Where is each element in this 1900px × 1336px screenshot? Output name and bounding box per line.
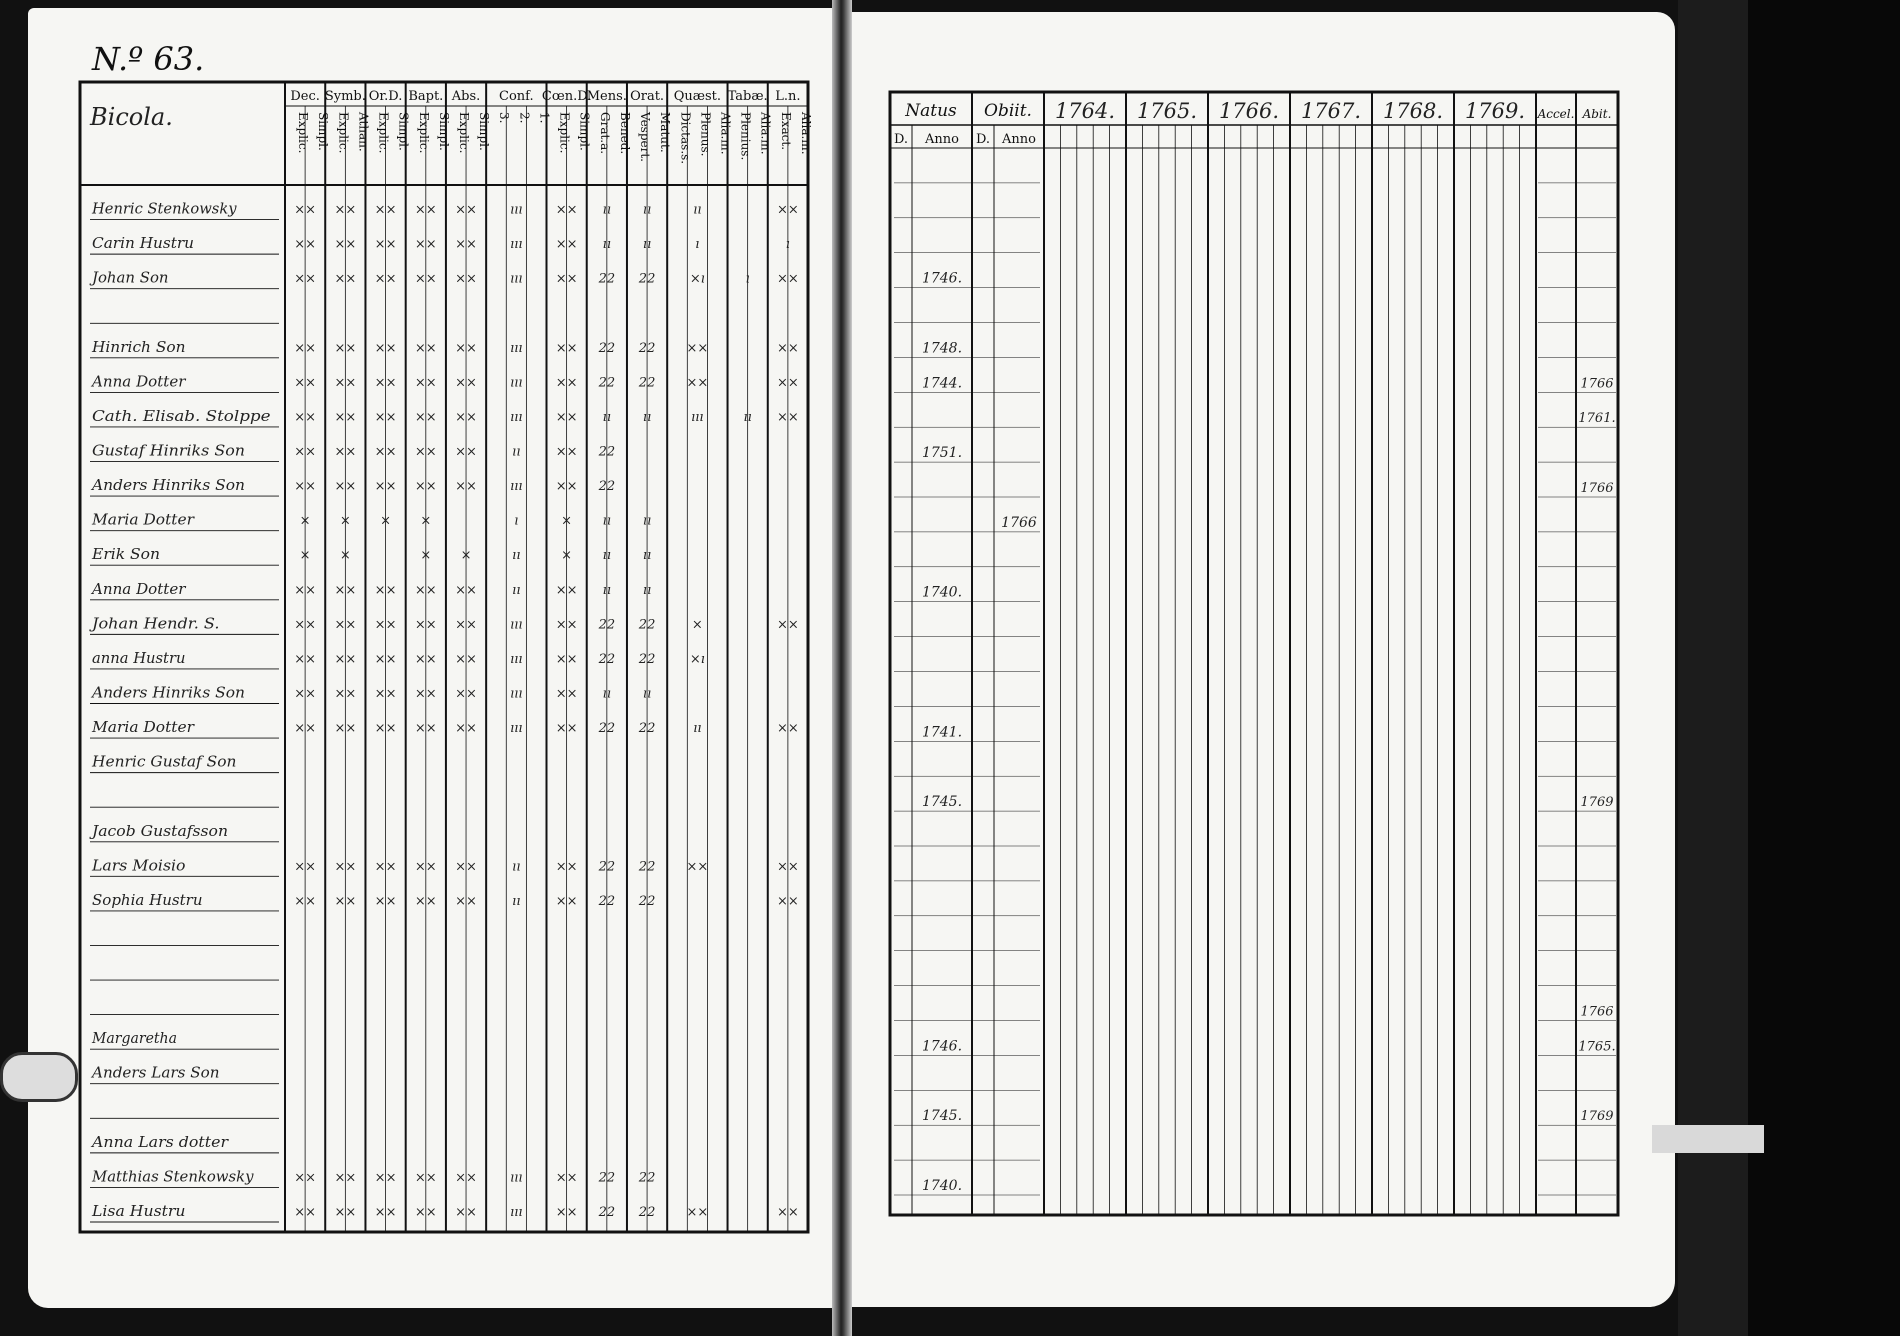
exam-mark: ×× xyxy=(294,271,317,287)
exam-mark: × xyxy=(561,548,573,564)
parishioner-name: Lisa Hustru xyxy=(90,1202,186,1220)
departure-year: 1766 xyxy=(1580,481,1614,496)
exam-mark: ×ı xyxy=(689,651,705,667)
parishioner-name: anna Hustru xyxy=(92,648,186,667)
exam-mark: ×× xyxy=(776,893,799,909)
exam-mark: ×× xyxy=(455,1170,477,1186)
exam-mark: ×× xyxy=(334,893,357,909)
exam-mark: ×× xyxy=(294,686,317,702)
exam-mark: ıı xyxy=(642,582,652,598)
exam-mark: × xyxy=(420,513,432,529)
parishioner-name: Hinrich Son xyxy=(90,337,186,356)
page-number: N.º 63. xyxy=(92,40,205,78)
right-table-frame xyxy=(890,92,1618,1215)
exam-mark: ×× xyxy=(294,1170,317,1186)
exam-mark: ×× xyxy=(374,1170,397,1186)
left-sub-header: Alia.m. xyxy=(718,112,733,155)
exam-mark: ×× xyxy=(555,271,578,287)
left-group-header: L.n. xyxy=(775,89,801,104)
parishioner-name: Anna Dotter xyxy=(89,372,187,391)
exam-mark: 22 xyxy=(638,859,656,875)
exam-mark: ×× xyxy=(455,859,477,875)
exam-mark: ıı xyxy=(602,409,612,425)
exam-mark: ×× xyxy=(414,479,437,495)
exam-mark: ×× xyxy=(455,651,477,667)
exam-mark: ×× xyxy=(455,444,477,460)
exam-mark: ×× xyxy=(776,617,799,633)
parishioner-name: Matthias Stenkowsky xyxy=(91,1167,255,1186)
exam-mark: ııı xyxy=(510,651,523,667)
exam-mark: ×× xyxy=(414,859,437,875)
left-group-header: Or.D. xyxy=(368,89,403,104)
departure-year: 1766 xyxy=(1580,376,1614,392)
exam-mark: ıı xyxy=(512,859,521,875)
exam-mark: ×× xyxy=(555,375,578,391)
birth-year: 1741. xyxy=(921,724,963,741)
parishioner-name: Henric Gustaf Son xyxy=(90,752,237,771)
exam-mark: ×× xyxy=(414,686,437,702)
exam-mark: ıı xyxy=(512,893,521,909)
exam-mark: 22 xyxy=(598,375,616,391)
exam-mark: ×× xyxy=(294,409,317,425)
year-header: 1768. xyxy=(1382,99,1444,123)
natus-header: Natus xyxy=(905,101,957,121)
exam-mark: 22 xyxy=(598,1170,616,1186)
exam-mark: × xyxy=(339,548,351,564)
obiit-day-header: D. xyxy=(975,132,991,147)
exam-mark: ×× xyxy=(294,202,317,218)
left-sub-header: Explic. xyxy=(416,112,431,154)
left-sub-header: 3. xyxy=(497,112,512,124)
birth-year: 1751. xyxy=(921,445,963,462)
left-group-header: Dec. xyxy=(290,89,320,104)
exam-mark: ×× xyxy=(374,859,397,875)
left-sub-header: Matut. xyxy=(658,112,673,153)
exam-mark: ×× xyxy=(455,409,477,425)
departure-year: 1761. xyxy=(1578,411,1616,427)
left-sub-header: Simpl. xyxy=(436,112,451,151)
birth-year: 1746. xyxy=(921,1038,963,1055)
exam-mark: ×× xyxy=(294,375,317,391)
exam-mark: ×× xyxy=(455,202,477,218)
exam-mark: 22 xyxy=(598,859,616,875)
exam-mark: ı xyxy=(514,513,519,529)
departure-year: 1766 xyxy=(1580,1004,1614,1020)
exam-mark: ×× xyxy=(555,582,578,598)
exam-mark: × xyxy=(420,548,432,564)
exam-mark: ×× xyxy=(294,651,317,667)
exam-mark: ×× xyxy=(374,202,397,218)
parishioner-name: Anders Hinriks Son xyxy=(89,476,246,495)
exam-mark: 22 xyxy=(638,1170,656,1186)
left-sub-header: Simpl. xyxy=(477,112,492,151)
natus-day-header: D. xyxy=(893,132,909,147)
exam-mark: ×× xyxy=(374,237,397,253)
exam-mark: ×× xyxy=(414,271,437,287)
exam-mark: ııı xyxy=(510,617,523,633)
parishioner-name: Jacob Gustafsson xyxy=(88,821,229,840)
left-sub-header: Dictas.s. xyxy=(678,112,693,165)
exam-mark: ııı xyxy=(510,340,523,356)
exam-mark: ×× xyxy=(686,859,709,875)
birth-year: 1744. xyxy=(921,375,963,392)
exam-mark: ı xyxy=(695,237,700,253)
birth-year: 1748. xyxy=(921,340,963,357)
year-header: 1769. xyxy=(1464,99,1526,123)
exam-mark: × xyxy=(299,548,311,564)
departure-year: 1765. xyxy=(1578,1039,1616,1055)
exam-mark: ×× xyxy=(686,1205,709,1220)
natus-year-header: Anno xyxy=(925,132,959,147)
left-group-header: Quæst. xyxy=(673,89,722,104)
exam-mark: × xyxy=(299,513,311,529)
exam-mark: ×× xyxy=(414,340,437,356)
birth-year: 1740. xyxy=(921,1178,963,1194)
parishioner-name: Maria Dotter xyxy=(90,510,195,529)
exam-mark: × xyxy=(561,513,573,529)
exam-mark: ııı xyxy=(510,479,523,495)
exam-mark: 22 xyxy=(598,617,616,633)
departure-year: 1769 xyxy=(1580,1109,1614,1125)
year-header: 1764. xyxy=(1054,99,1116,123)
exam-mark: ×× xyxy=(294,479,317,495)
exam-mark: ×× xyxy=(294,237,317,253)
exam-mark: ıı xyxy=(642,513,652,529)
exam-mark: ı xyxy=(745,271,750,287)
exam-mark: ×× xyxy=(294,893,317,909)
parishioner-name: Gustaf Hinriks Son xyxy=(92,441,245,460)
year-header: 1765. xyxy=(1136,99,1198,123)
exam-mark: ×× xyxy=(374,651,397,667)
left-sub-header: Explic. xyxy=(336,112,351,154)
parishioner-name: Margaretha xyxy=(91,1029,177,1048)
left-sub-header: Simpl. xyxy=(316,112,331,151)
year-header: 1766. xyxy=(1218,99,1280,123)
exam-mark: ııı xyxy=(510,409,523,425)
exam-mark: 22 xyxy=(638,375,656,391)
exam-mark: ×× xyxy=(455,893,477,909)
exam-mark: ×× xyxy=(414,237,437,253)
exam-mark: ×× xyxy=(374,444,397,460)
exam-mark: ×× xyxy=(374,340,397,356)
birth-year: 1745. xyxy=(921,794,963,811)
exam-mark: ×× xyxy=(414,617,437,633)
exam-mark: ıı xyxy=(512,582,521,598)
exam-mark: 22 xyxy=(638,271,656,287)
left-group-header: Cœn.D. xyxy=(541,89,592,104)
parishioner-name: Anders Hinriks Son xyxy=(89,683,246,702)
exam-mark: ×× xyxy=(414,375,437,391)
year-header: 1767. xyxy=(1300,99,1362,123)
left-sub-header: Bened. xyxy=(617,112,632,155)
exam-mark: ×× xyxy=(374,617,397,633)
exam-mark: 22 xyxy=(598,1205,616,1220)
obiit-header: Obiit. xyxy=(984,101,1032,121)
exam-mark: ×× xyxy=(294,617,317,633)
exam-mark: ıı xyxy=(693,721,702,737)
exam-mark: ıı xyxy=(743,409,752,425)
exam-mark: ×× xyxy=(414,721,437,737)
exam-mark: ×× xyxy=(294,1205,317,1220)
exam-mark: ×× xyxy=(334,721,357,737)
exam-mark: ×× xyxy=(555,340,578,356)
left-sub-header: Simpl. xyxy=(577,112,592,151)
abit-header: Abit. xyxy=(1582,107,1612,121)
exam-mark: 22 xyxy=(598,340,616,356)
exam-mark: ×× xyxy=(334,444,357,460)
exam-mark: 22 xyxy=(638,340,656,356)
exam-mark: ×× xyxy=(374,893,397,909)
exam-mark: ×× xyxy=(414,1205,437,1220)
exam-mark: ×× xyxy=(776,375,799,391)
exam-mark: ıı xyxy=(642,202,652,218)
exam-mark: ×× xyxy=(414,1170,437,1186)
left-sub-header: Alia.m. xyxy=(758,112,773,155)
left-sub-header: Explic. xyxy=(456,112,471,154)
left-sub-header: Alia.m. xyxy=(798,112,813,155)
exam-mark: × xyxy=(380,513,392,529)
exam-mark: ×× xyxy=(455,1205,477,1220)
exam-mark: ×× xyxy=(455,479,477,495)
exam-mark: 22 xyxy=(638,617,656,633)
exam-mark: ×× xyxy=(776,859,799,875)
exam-mark: ×× xyxy=(555,409,578,425)
exam-mark: ıı xyxy=(642,548,652,564)
exam-mark: ×× xyxy=(334,375,357,391)
exam-mark: ×× xyxy=(374,409,397,425)
exam-mark: ×× xyxy=(294,721,317,737)
exam-mark: ×× xyxy=(776,202,799,218)
parishioner-name: Anna Dotter xyxy=(89,579,187,598)
exam-mark: ıı xyxy=(512,548,521,564)
exam-mark: ıı xyxy=(642,237,652,253)
exam-mark: 22 xyxy=(598,893,616,909)
accel-header: Accel. xyxy=(1537,107,1575,121)
exam-mark: ×× xyxy=(455,686,477,702)
exam-mark: ×× xyxy=(555,1170,578,1186)
obiit-year-header: Anno xyxy=(1002,132,1036,147)
left-group-header: Mens. xyxy=(586,89,627,104)
exam-mark: × xyxy=(691,617,703,633)
exam-mark: ııı xyxy=(510,237,523,253)
exam-mark: ×× xyxy=(686,340,709,356)
birth-year: 1745. xyxy=(921,1108,963,1125)
exam-mark: 22 xyxy=(598,651,616,667)
exam-mark: ×× xyxy=(374,686,397,702)
exam-mark: 22 xyxy=(598,479,616,495)
exam-mark: ×× xyxy=(334,479,357,495)
exam-mark: ×× xyxy=(374,721,397,737)
parishioner-name: Cath. Elisab. Stolppe xyxy=(92,406,271,425)
exam-mark: × xyxy=(460,548,472,564)
exam-mark: × xyxy=(339,513,351,529)
exam-mark: 22 xyxy=(638,721,656,737)
exam-mark: ×× xyxy=(334,582,357,598)
exam-mark: ×× xyxy=(334,1170,357,1186)
parishioner-name: Sophia Hustru xyxy=(92,890,203,909)
exam-mark: ×× xyxy=(374,1205,397,1220)
exam-mark: ×× xyxy=(294,340,317,356)
left-sub-header: Athan. xyxy=(356,112,371,152)
exam-mark: ×× xyxy=(334,859,357,875)
exam-mark: ııı xyxy=(691,409,704,425)
departure-year: 1769 xyxy=(1580,795,1614,811)
exam-mark: ıı xyxy=(602,582,612,598)
exam-mark: ×× xyxy=(455,237,477,253)
parishioner-name: Erik Son xyxy=(90,545,160,564)
exam-mark: ×ı xyxy=(689,271,705,287)
exam-mark: ×× xyxy=(555,444,578,460)
exam-mark: ıı xyxy=(602,237,612,253)
left-sub-header: Simpl. xyxy=(396,112,411,151)
exam-mark: ×× xyxy=(455,271,477,287)
left-sub-header: 2. xyxy=(517,112,532,124)
left-sub-header: 1. xyxy=(537,112,552,124)
exam-mark: ×× xyxy=(555,651,578,667)
exam-mark: ×× xyxy=(686,375,709,391)
exam-mark: ×× xyxy=(555,859,578,875)
exam-mark: ×× xyxy=(334,409,357,425)
left-group-header: Bapt. xyxy=(408,89,444,104)
exam-mark: ×× xyxy=(555,721,578,737)
parishioner-name: Anna Lars dotter xyxy=(89,1132,229,1151)
left-sub-header: Plenus. xyxy=(698,112,713,157)
exam-mark: ×× xyxy=(555,479,578,495)
exam-mark: ×× xyxy=(334,271,357,287)
exam-mark: ıı xyxy=(642,409,652,425)
exam-mark: ×× xyxy=(414,582,437,598)
left-group-header: Tabæ. xyxy=(727,89,768,104)
exam-mark: ×× xyxy=(455,721,477,737)
left-sub-header: Explic. xyxy=(557,112,572,154)
exam-mark: ıı xyxy=(602,686,612,702)
left-table-title: Bicola. xyxy=(90,103,173,131)
exam-mark: ×× xyxy=(334,237,357,253)
birth-year: 1740. xyxy=(921,584,963,601)
death-year: 1766 xyxy=(1001,514,1037,531)
exam-mark: ×× xyxy=(334,1205,357,1220)
exam-mark: 22 xyxy=(638,651,656,667)
exam-mark: 22 xyxy=(638,1205,656,1220)
exam-mark: ıı xyxy=(602,513,612,529)
exam-mark: ıı xyxy=(642,686,652,702)
exam-mark: ×× xyxy=(374,479,397,495)
exam-mark: ×× xyxy=(776,340,799,356)
exam-mark: 22 xyxy=(598,271,616,287)
exam-mark: ×× xyxy=(414,409,437,425)
exam-mark: ×× xyxy=(414,651,437,667)
exam-mark: ×× xyxy=(455,375,477,391)
exam-mark: 22 xyxy=(598,444,616,460)
exam-mark: ııı xyxy=(510,375,523,391)
exam-mark: ×× xyxy=(374,375,397,391)
exam-mark: ııı xyxy=(510,1170,523,1186)
exam-mark: ııı xyxy=(510,202,523,218)
exam-mark: ıı xyxy=(602,202,612,218)
exam-mark: ı xyxy=(785,237,790,253)
exam-mark: 22 xyxy=(638,893,656,909)
exam-mark: ×× xyxy=(555,893,578,909)
exam-mark: ×× xyxy=(455,582,477,598)
exam-mark: ×× xyxy=(294,582,317,598)
parishioner-name: Carin Hustru xyxy=(92,234,194,253)
exam-mark: ×× xyxy=(334,686,357,702)
left-sub-header: Plenius. xyxy=(738,112,753,161)
birth-year: 1746. xyxy=(921,270,963,287)
left-group-header: Abs. xyxy=(451,89,481,104)
left-sub-header: Exact. xyxy=(778,112,793,151)
exam-mark: ×× xyxy=(334,202,357,218)
left-sub-header: Vespert. xyxy=(638,112,653,162)
exam-mark: ×× xyxy=(555,617,578,633)
exam-mark: ııı xyxy=(510,721,523,737)
exam-mark: ıı xyxy=(693,202,702,218)
parishioner-name: Henric Stenkowsky xyxy=(91,199,238,218)
exam-mark: ×× xyxy=(334,340,357,356)
left-group-header: Orat. xyxy=(630,89,665,104)
exam-mark: ×× xyxy=(414,202,437,218)
left-sub-header: Grat.a. xyxy=(597,112,612,155)
exam-mark: ııı xyxy=(510,271,523,287)
exam-mark: ×× xyxy=(776,271,799,287)
exam-mark: ıı xyxy=(512,444,521,460)
exam-mark: ×× xyxy=(294,859,317,875)
exam-mark: ×× xyxy=(455,617,477,633)
exam-mark: ııı xyxy=(510,1205,523,1220)
parishioner-name: Johan Son xyxy=(89,268,169,287)
exam-mark: ×× xyxy=(555,1205,578,1220)
exam-mark: ×× xyxy=(374,271,397,287)
exam-mark: ×× xyxy=(414,444,437,460)
left-group-header: Conf. xyxy=(499,89,534,104)
parishioner-name: Maria Dotter xyxy=(90,718,195,737)
exam-mark: ×× xyxy=(334,617,357,633)
exam-mark: ×× xyxy=(455,340,477,356)
exam-mark: 22 xyxy=(598,721,616,737)
exam-mark: ×× xyxy=(776,1205,799,1220)
exam-mark: ×× xyxy=(334,651,357,667)
exam-mark: ıı xyxy=(602,548,612,564)
exam-mark: ×× xyxy=(776,721,799,737)
exam-mark: ×× xyxy=(294,444,317,460)
left-group-header: Symb. xyxy=(324,89,366,104)
exam-mark: ×× xyxy=(414,893,437,909)
exam-mark: ×× xyxy=(374,582,397,598)
parishioner-name: Lars Moisio xyxy=(90,856,186,875)
exam-mark: ×× xyxy=(555,202,578,218)
exam-mark: ×× xyxy=(555,686,578,702)
left-sub-header: Explic. xyxy=(376,112,391,154)
exam-mark: ×× xyxy=(776,409,799,425)
exam-mark: ııı xyxy=(510,686,523,702)
parishioner-name: Johan Hendr. S. xyxy=(88,614,220,633)
left-sub-header: Explic. xyxy=(296,112,311,154)
exam-mark: ×× xyxy=(555,237,578,253)
parishioner-name: Anders Lars Son xyxy=(89,1063,220,1082)
